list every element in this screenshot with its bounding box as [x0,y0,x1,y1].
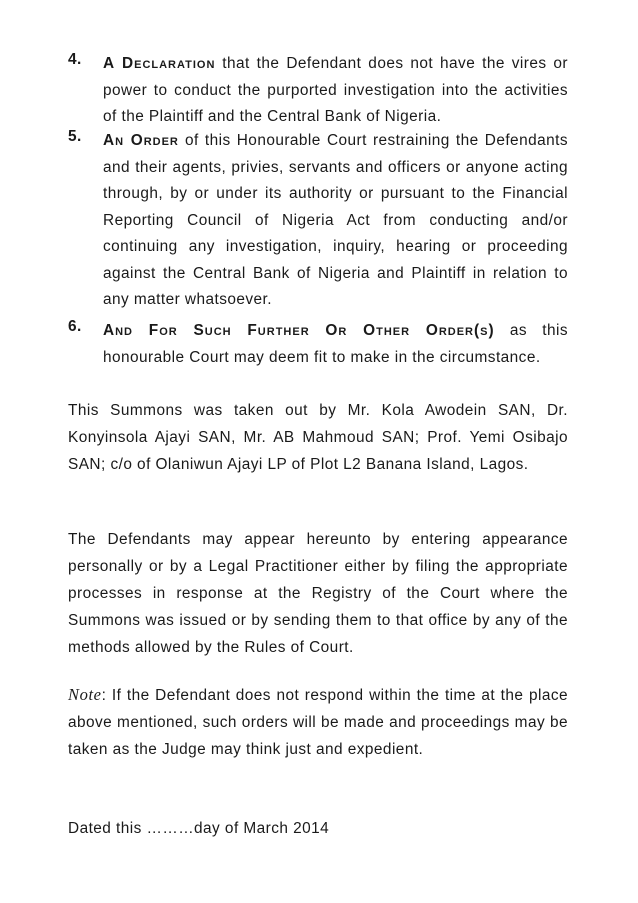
item-number: 6. [68,318,82,335]
item-number: 5. [68,128,82,145]
note-text: : If the Defendant does not respond within the time at the place above mentioned, such orders will be made and proceedings may be taken as the Judge may think just and expedient. [68,687,568,758]
item-text: of this Honourable Court restraining the Defendants and their agents, privies, servants and officers or anyone acting through, by or under its authority or pursuant to the Financial Reporting Council of Nigeria Act from conducting and/or continuing any investigation, inquiry, hearing or proceeding against the Central Bank of Nigeria and Plaintiff in relation to any matter whatsoever. [103,132,568,308]
item-body [103,318,568,371]
item-title: A Declaration [103,55,216,72]
item-text: that the Defendant does not have the vires or power to conduct the purported investigation into the activities of the Plaintiff and the Central Bank of Nigeria. [103,55,568,125]
summons-paragraph: This Summons was taken out by Mr. Kola Awodein SAN, Dr. Konyinsola Ajayi SAN, Mr. AB Mahmoud SAN; Prof. Yemi Osibajo SAN; c/o of Olaniwun Ajayi LP of Plot L2 Banana Island, Lagos. [68,402,568,473]
item-number: 4. [68,51,82,68]
dated-line: Dated this ………day of March 2014 [68,820,330,837]
item-title: And For Such Further Or Other Order(s) [103,322,495,339]
note-paragraph [68,681,568,763]
note-label: Note [68,685,102,704]
appearance-paragraph: The Defendants may appear hereunto by entering appearance personally or by a Legal Practitioner either by filing the appropriate processes in response at the Registry of the Court where the Summons was issued or by sending them to that office by any of the methods allowed by the Rules of Court. [68,531,568,656]
relief-item-6 [68,318,568,371]
item-text: as this honourable Court may deem fit to make in the circumstance. [103,322,568,366]
item-title: An Order [103,132,179,149]
item-body [103,128,568,314]
relief-item-4 [68,51,568,131]
item-body [103,51,568,131]
relief-item-5 [68,128,568,314]
